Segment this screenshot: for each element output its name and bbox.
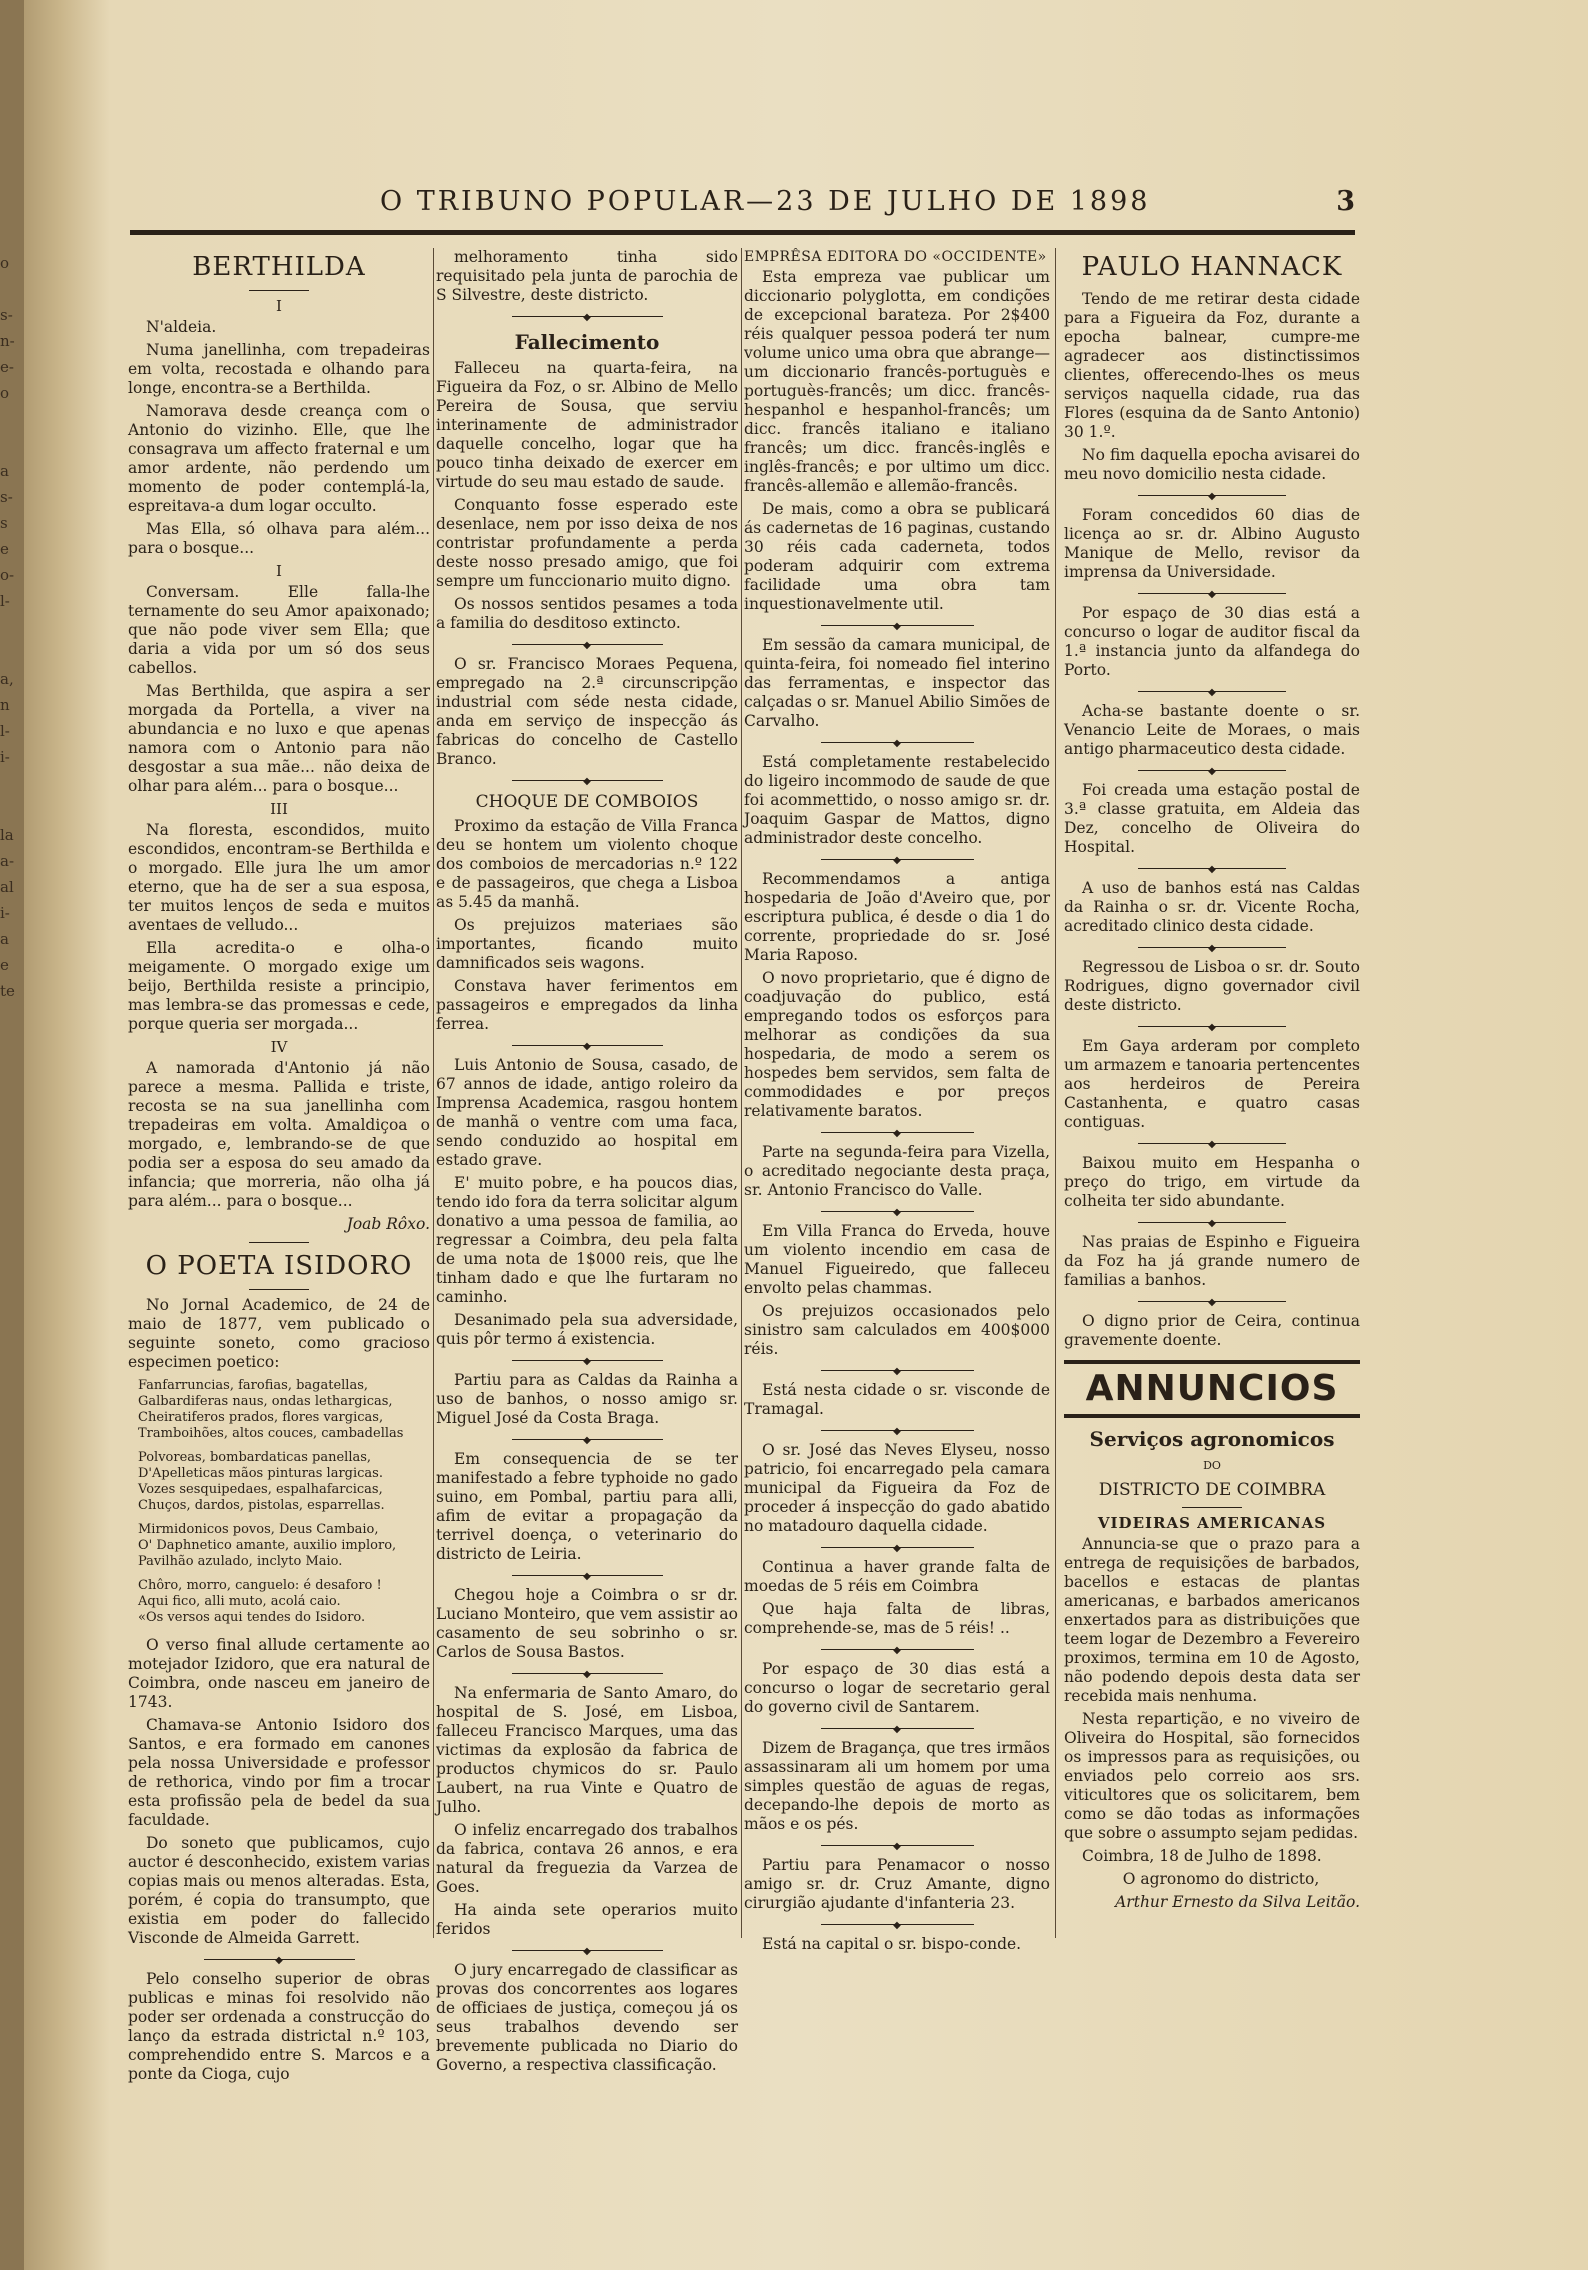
paragraph: E' muito pobre, e ha poucos dias, tendo ido fora da terra solicitar algum donativo a uma pessoa de familia, ao regressar a Coimbra, deu pela falta de uma nota de 1$000 reis, que lhe tinham dado e que lhe furtaram no caminho. xyxy=(436,1174,738,1306)
separator xyxy=(744,1838,1050,1852)
column-divider xyxy=(433,248,434,1938)
title-rule xyxy=(249,1289,309,1290)
paragraph: Por espaço de 30 dias está a concurso o logar de auditor fiscal da 1.ª instancia junto da alfandega do Porto. xyxy=(1064,604,1360,679)
poem-line: Aqui fico, alli muto, acolá caio. xyxy=(138,1594,341,1609)
paragraph: Numa janellinha, com trepadeiras em volta, recostada e olhando para longe, encontra-se a Berthilda. xyxy=(128,341,430,397)
paragraph: Desanimado pela sua adversidade, quis pôr termo á existencia. xyxy=(436,1311,738,1348)
paragraph: Em Villa Franca do Erveda, houve um violento incendio em casa de Manuel Figueiredo, que falleceu envolto pelas chammas. xyxy=(744,1222,1050,1297)
poem-line: Vozes sesquipedaes, espalhafarcicas, xyxy=(138,1482,383,1497)
header-rule xyxy=(130,230,1355,235)
separator xyxy=(436,1432,738,1446)
poem-line: Chôro, morro, canguelo: é desaforo ! xyxy=(138,1578,382,1593)
poem-line: Galbardiferas naus, ondas lethargicas, xyxy=(138,1394,393,1409)
poem-line: «Os versos aqui tendes do Isidoro. xyxy=(138,1610,366,1625)
paragraph: Annuncia-se que o prazo para a entrega de requisições de barbados, bacellos e estacas de plantas americanas, e barbados americanos enxertados para as distribuições que teem logar de Dezembro a Fevereiro proximos, termina em 10 de Agosto, não podendo depois desta data ser recebida mais nenhuma. xyxy=(1064,1535,1360,1705)
separator xyxy=(744,852,1050,866)
poem-line: Chuços, dardos, pistolas, esparrellas. xyxy=(138,1498,385,1513)
paragraph: A uso de banhos está nas Caldas da Rainha o sr. dr. Vicente Rocha, acreditado clinico desta cidade. xyxy=(1064,879,1360,935)
paragraph: Pelo conselho superior de obras publicas e minas foi resolvido não poder ser ordenada a construcção do lanço da estrada districtal n.º 103, comprehendido entre S. Marcos e a ponte da Cioga, cujo xyxy=(128,1970,430,2083)
column-2 xyxy=(436,248,738,2074)
stanza-gap xyxy=(138,1514,430,1522)
paragraph: Está nesta cidade o sr. visconde de Tramagal. xyxy=(744,1381,1050,1418)
paragraph: Que haja falta de libras, comprehende-se, mas de 5 réis! .. xyxy=(744,1600,1050,1637)
poem-line: Tramboihões, altos couces, cambadellas xyxy=(138,1426,404,1441)
annuncios-heading: ANNUNCIOS xyxy=(1064,1360,1360,1418)
paragraph: N'aldeia. xyxy=(146,318,217,336)
adjacent-page-edge xyxy=(0,0,24,2270)
paragraph: Partiu para Penamacor o nosso amigo sr. dr. Cruz Amante, digno cirurgião ajudante d'infanteria 23. xyxy=(744,1856,1050,1912)
servicos-heading: Serviços agronomicos xyxy=(1089,1427,1335,1451)
paragraph: O infeliz encarregado dos trabalhos da fabrica, contava 26 annos, e era natural da freguezia da Varzea de Goes. xyxy=(436,1821,738,1896)
column-divider xyxy=(741,248,742,1938)
paragraph: De mais, como a obra se publicará ás cadernetas de 16 paginas, custando 30 réis cada caderneta, todos poderam adquirir com extrema facilidade uma obra tam inquestionavelmente util. xyxy=(744,500,1050,613)
separator xyxy=(744,1917,1050,1931)
separator xyxy=(1064,488,1360,502)
column-3 xyxy=(744,248,1050,1953)
paragraph: Foram concedidos 60 dias de licença ao sr. dr. Albino Augusto Manique de Mello, revisor da imprensa da Universidade. xyxy=(1064,506,1360,581)
separator xyxy=(436,1353,738,1367)
paragraph: Chegou hoje a Coimbra o sr dr. Luciano Monteiro, que vem assistir ao casamento de seu sobrinho o sr. Carlos de Sousa Bastos. xyxy=(436,1586,738,1661)
article-title-empresa: EMPRÊSA EDITORA DO «OCCIDENTE» xyxy=(744,249,1047,265)
paragraph: Parte na segunda-feira para Vizella, o acreditado negociante desta praça, sr. Antonio Francisco do Valle. xyxy=(744,1143,1050,1199)
author-signature: Joab Rôxo. xyxy=(346,1215,430,1233)
paragraph: Recommendamos a antiga hospedaria de João d'Aveiro que, por escriptura publica, é desde o dia 1 do corrente, propriedade do sr. José Maria Raposo. xyxy=(744,870,1050,964)
paragraph: O verso final allude certamente ao motejador Izidoro, que era natural de Coimbra, onde nasceu em janeiro de 1743. xyxy=(128,1636,430,1711)
paragraph: Constava haver ferimentos em passageiros e empregados da linha ferrea. xyxy=(436,977,738,1033)
column-divider xyxy=(1055,248,1056,1938)
separator xyxy=(1064,940,1360,954)
paragraph: Chamava-se Antonio Isidoro dos Santos, e era formado em canones pela nossa Universidade e professor de rethorica, vindo por fim a trocar esta profissão pela de bedel da sua faculdade. xyxy=(128,1716,430,1829)
separator xyxy=(744,1423,1050,1437)
paragraph: Está completamente restabelecido do ligeiro incommodo de saude de que foi acommettido, o nosso amigo sr. dr. Joaquim Gaspar de Mattos, digno administrador deste concelho. xyxy=(744,753,1050,847)
do-label: DO xyxy=(1203,1459,1221,1472)
paragraph: Partiu para as Caldas da Rainha a uso de banhos, o nosso amigo sr. Miguel José da Costa Braga. xyxy=(436,1371,738,1427)
paragraph: Esta empreza vae publicar um diccionario polyglotta, em condições de excepcional barateza. Por 2$400 réis qualquer pessoa poderá ter num volume unico uma obra que abrange—um diccionario francês-portuguès e portuguès-francês; um dicc. francês-hespanhol e hespanhol-francês; um dicc. francês italiano e italiano francês; um dicc. francês-inglês e inglês-francês; e por ultimo um dicc. francês-allemão e allemão-francês. xyxy=(744,268,1050,495)
paragraph: No Jornal Academico, de 24 de maio de 1877, vem publicado o seguinte soneto, como gracioso especimen poetico: xyxy=(128,1296,430,1371)
paragraph: Regressou de Lisboa o sr. dr. Souto Rodrigues, digno governador civil deste districto. xyxy=(1064,958,1360,1014)
poem-line: Cheiratiferos prados, flores vargicas, xyxy=(138,1410,384,1425)
paragraph: Acha-se bastante doente o sr. Venancio Leite de Moraes, o mais antigo pharmaceutico desta cidade. xyxy=(1064,702,1360,758)
page-header xyxy=(130,186,1355,222)
column-4 xyxy=(1064,248,1360,1948)
paragraph: Luis Antonio de Sousa, casado, de 67 annos de idade, antigo roleiro da Imprensa Academica, rasgou hontem de manhã o ventre com uma faca, sendo conduzido ao hospital em estado grave. xyxy=(436,1056,738,1169)
paragraph: Os prejuizos materiaes são importantes, ficando muito damnificados seis wagons. xyxy=(436,916,738,972)
separator xyxy=(744,735,1050,749)
paragraph: Está na capital o sr. bispo-conde. xyxy=(762,1935,1022,1953)
paragraph: O jury encarregado de classificar as provas dos concorrentes aos logares de officiaes de justiça, começou já os seus trabalhos devendo ser brevemente publicada no Diario do Governo, a respectiva classificação. xyxy=(436,1961,738,2074)
paragraph: O sr. Francisco Moraes Pequena, empregado na 2.ª circunscripção industrial com séde nesta cidade, anda em serviço de inspecção ás fabricas do concelho de Castello Branco. xyxy=(436,655,738,768)
article-title-choque: CHOQUE DE COMBOIOS xyxy=(475,792,699,812)
page-number: 3 xyxy=(1336,186,1355,217)
paragraph: O novo proprietario, que é digno de coadjuvação do publico, está empregando todos os esforços para melhorar as condições da sua hospedaria, de modo a serem os hospedes bem servidos, sem falta de commodidades e por preços relativamente baratos. xyxy=(744,969,1050,1120)
poem-line: D'Apelleticas mãos pinturas largicas. xyxy=(138,1466,383,1481)
article-title-hannack: PAULO HANNACK xyxy=(1081,252,1343,282)
separator xyxy=(744,618,1050,632)
separator xyxy=(436,637,738,651)
paragraph: Na floresta, escondidos, muito escondidos, encontram-se Berthilda e o morgado. Elle jura lhe um amor eterno, que ha de ser a sua esposa, ter muitos lenços de seda e muitos aventaes de velludo... xyxy=(128,821,430,934)
paragraph: melhoramento tinha sido requisitado pela junta de parochia de S Silvestre, deste districto. xyxy=(436,248,738,304)
poem-line: Fanfarruncias, farofias, bagatellas, xyxy=(138,1378,369,1393)
paragraph: Em consequencia de se ter manifestado a febre typhoide no gado suino, em Pombal, partiu para alli, afim de evitar a propagação da terrivel doença, o veterinario do districto de Leiria. xyxy=(436,1450,738,1563)
poem-line: O' Daphnetico amante, auxilio imploro, xyxy=(138,1538,397,1553)
section-number: I xyxy=(276,562,282,580)
agronomo-line: O agronomo do districto, xyxy=(1122,1870,1320,1888)
masthead: O TRIBUNO POPULAR—23 DE JULHO DE 1898 xyxy=(380,186,1151,217)
separator xyxy=(249,1242,309,1243)
section-number: I xyxy=(276,297,282,315)
section-number: III xyxy=(270,800,288,818)
districto-heading: DISTRICTO DE COIMBRA xyxy=(1098,1480,1326,1500)
separator xyxy=(1064,684,1360,698)
title-rule xyxy=(249,290,309,291)
separator xyxy=(1064,1019,1360,1033)
separator xyxy=(744,1363,1050,1377)
article-title-fallecimento: Fallecimento xyxy=(514,330,660,354)
section-number: IV xyxy=(270,1038,288,1056)
date-line: Coimbra, 18 de Julho de 1898. xyxy=(1082,1847,1322,1865)
paragraph: Mas Ella, só olhava para além... para o bosque... xyxy=(128,520,430,557)
separator xyxy=(744,1642,1050,1656)
separator xyxy=(1064,1215,1360,1229)
separator xyxy=(1064,586,1360,600)
paragraph: Nas praias de Espinho e Figueira da Foz ha já grande numero de familias a banhos. xyxy=(1064,1233,1360,1289)
separator xyxy=(436,1038,738,1052)
separator xyxy=(436,1666,738,1680)
separator xyxy=(436,309,738,323)
paragraph: Baixou muito em Hespanha o preço do trigo, em virtude da colheita ter sido abundante. xyxy=(1064,1154,1360,1210)
stanza-gap xyxy=(138,1570,430,1578)
separator xyxy=(436,1943,738,1957)
paragraph: Na enfermaria de Santo Amaro, do hospital de S. José, em Lisboa, falleceu Francisco Marques, uma das victimas da explosão da fabrica de productos chymicos do sr. Paulo Laubert, na rua Vinte e Quatro de Julho. xyxy=(436,1684,738,1816)
paragraph: Os prejuizos occasionados pelo sinistro sam calculados em 400$000 réis. xyxy=(744,1302,1050,1358)
paragraph: Tendo de me retirar desta cidade para a Figueira da Foz, durante a epocha balnear, cumpre-me agradecer aos distinctissimos clientes, offerecendo-lhes os meus serviços naquella cidade, rua das Flores (esquina da de Santo Antonio) 30 1.º. xyxy=(1064,290,1360,441)
paragraph: Do soneto que publicamos, cujo auctor é desconhecido, existem varias copias mais ou menos alteradas. Esta, porém, é copia do transumpto, que existia em poder do fallecido Visconde de Almeida Garrett. xyxy=(128,1834,430,1947)
paragraph: Por espaço de 30 dias está a concurso o logar de secretario geral do governo civil de Santarem. xyxy=(744,1660,1050,1716)
separator xyxy=(744,1204,1050,1218)
paragraph: Proximo da estação de Villa Franca deu se hontem um violento choque dos comboios de mercadorias n.º 122 e de passageiros, que chega a Lisboa as 5.45 da manhã. xyxy=(436,817,738,911)
article-title-poeta: O POETA ISIDORO xyxy=(145,1251,413,1281)
paragraph: Conquanto fosse esperado este desenlace, nem por isso deixa de nos contristar profundamente a perda deste nosso presado amigo, que foi sempre um funccionario muito digno. xyxy=(436,496,738,590)
separator xyxy=(436,773,738,787)
stanza-gap xyxy=(138,1442,430,1450)
title-rule xyxy=(1182,1507,1242,1508)
paragraph: A namorada d'Antonio já não parece a mesma. Pallida e triste, recosta se na sua janellinha com trepadeiras em volta. Amaldiçoa o morgado, e, lembrando-se de que podia ser a esposa do seu amado da infancia; que morreria, não olha já para além... para o bosque... xyxy=(128,1059,430,1210)
adjacent-page-text: o s- n- e- o a s- s e o- l- a, n l- i- la a- al i- a e te xyxy=(0,254,15,1000)
paragraph: Continua a haver grande falta de moedas de 5 réis em Coimbra xyxy=(744,1558,1050,1595)
paragraph: O sr. José das Neves Elyseu, nosso patricio, foi encarregado pela camara municipal da Figueira da Foz de proceder á inspecção do gado abatido no matadouro daquella cidade. xyxy=(744,1441,1050,1535)
videiras-heading: VIDEIRAS AMERICANAS xyxy=(1097,1514,1327,1532)
paragraph: Foi creada uma estação postal de 3.ª classe gratuita, em Aldeia das Dez, concelho de Oliveira do Hospital. xyxy=(1064,781,1360,856)
separator xyxy=(1064,763,1360,777)
separator xyxy=(744,1125,1050,1139)
separator xyxy=(1064,1136,1360,1150)
paragraph: No fim daquella epocha avisarei do meu novo domicilio nesta cidade. xyxy=(1064,446,1360,483)
agronomo-signature: Arthur Ernesto da Silva Leitão. xyxy=(1115,1893,1360,1911)
poem-line: Pavilhão azulado, inclyto Maio. xyxy=(138,1554,343,1569)
paragraph: Os nossos sentidos pesames a toda a familia do desditoso extincto. xyxy=(436,595,738,632)
poem-line: Polvoreas, bombardaticas panellas, xyxy=(138,1450,372,1465)
sonnet xyxy=(138,1378,430,1626)
paragraph: Falleceu na quarta-feira, na Figueira da Foz, o sr. Albino de Mello Pereira de Sousa, que serviu interinamente de administrador daquelle concelho, logar que ha pouco tinha deixado de exercer em virtude do seu mau estado de saude. xyxy=(436,359,738,491)
paragraph: Ella acredita-o e olha-o meigamente. O morgado exige um beijo, Berthilda resiste a principio, mas lembra-se das promessas e cede, porque queria ser morgada... xyxy=(128,939,430,1033)
separator xyxy=(744,1721,1050,1735)
separator xyxy=(436,1568,738,1582)
paragraph: Ha ainda sete operarios muito feridos xyxy=(436,1901,738,1938)
paragraph: Nesta repartição, e no viveiro de Oliveira do Hospital, são fornecidos os impressos para as requisições, ou enviados pelo correio aos srs. viticultores que os solicitarem, bem como se dão todas as informações que sobre o assumpto sejam pedidas. xyxy=(1064,1710,1360,1842)
article-title-berthilda: BERTHILDA xyxy=(192,252,366,282)
paragraph: Dizem de Bragança, que tres irmãos assassinaram ali um homem por uma simples questão de aguas de regas, decepando-lhe depois de morto as mãos e os pés. xyxy=(744,1739,1050,1833)
column-1 xyxy=(128,248,430,2083)
paragraph: Conversam. Elle falla-lhe ternamente do seu Amor apaixonado; que não pode viver sem Ella; que daria a vida por um só dos seus cabellos. xyxy=(128,583,430,677)
paragraph: O digno prior de Ceira, continua gravemente doente. xyxy=(1064,1312,1360,1349)
poem-line: Mirmidonicos povos, Deus Cambaio, xyxy=(138,1522,379,1537)
separator xyxy=(744,1540,1050,1554)
paragraph: Mas Berthilda, que aspira a ser morgada da Portella, a viver na abundancia e no luxo e que apenas namora com o Antonio para não desgostar a sua mãe... não deixa de olhar para além... para o bosque... xyxy=(128,682,430,795)
paragraph: Em sessão da camara municipal, de quinta-feira, foi nomeado fiel interino das ferramentas, e inspector das calçadas o sr. Manuel Abilio Simões de Carvalho. xyxy=(744,636,1050,730)
separator xyxy=(1064,1294,1360,1308)
paragraph: Em Gaya arderam por completo um armazem e tanoaria pertencentes aos herdeiros de Pereira Castanhenta, e quatro casas contiguas. xyxy=(1064,1037,1360,1131)
paragraph: Namorava desde creança com o Antonio do vizinho. Elle, que lhe consagrava um affecto fraternal e um amor ardente, não perdendo um momento de poder contemplá-la, espreitava-a dum logar occulto. xyxy=(128,402,430,515)
separator xyxy=(1064,861,1360,875)
separator xyxy=(128,1952,430,1966)
